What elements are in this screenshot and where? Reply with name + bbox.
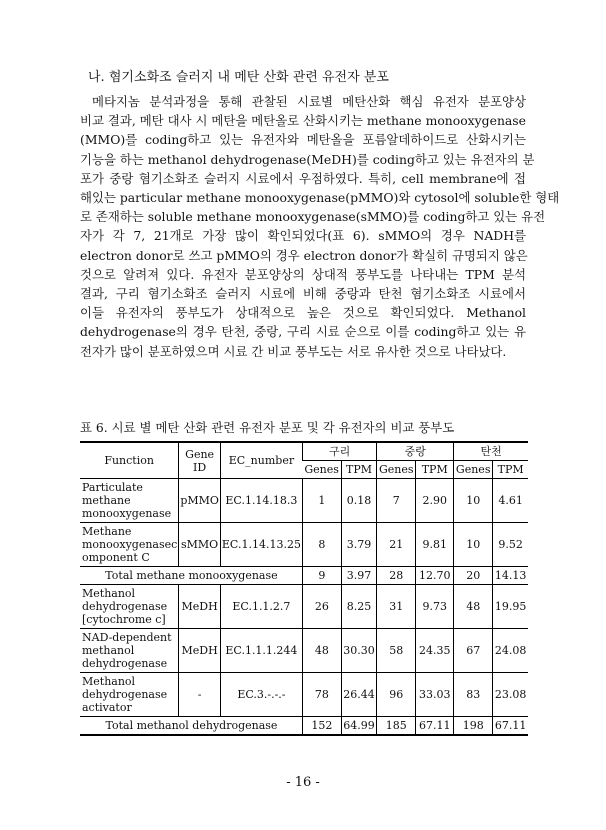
- paragraph-line: 로 존재하는 soluble methane monooxygenase(sMMO)를 coding하고 있는 유전: [80, 209, 546, 225]
- cell-value: 3.97: [341, 567, 376, 585]
- header-row: [80, 442, 528, 461]
- cell-value: 96: [377, 673, 416, 717]
- paragraph-line: 전자가 많이 분포하였으며 시료 간 비교 풍부도는 서로 유사한 것으로 나타났다.: [80, 343, 507, 359]
- cell-total-label: Total methanol dehydrogenase: [80, 717, 302, 736]
- table-row: [80, 585, 528, 629]
- cell-value: 48: [454, 585, 493, 629]
- cell-value: 19.95: [493, 585, 528, 629]
- cell-value: 7: [377, 479, 416, 523]
- cell-value: 64.99: [341, 717, 376, 736]
- cell-function: Particulate methane monooxygenase: [80, 479, 179, 523]
- paragraph-line: 메타지놈 분석과정을 통해 관찰된 시료별 메탄산화 핵심 유전자 분포양상: [92, 94, 526, 109]
- gene-distribution-table: [80, 441, 528, 736]
- table-caption: 표 6. 시료 별 메탄 산화 관련 유전자 분포 및 각 유전자의 비교 풍부도: [80, 420, 455, 435]
- cell-gene-id: MeDH: [179, 629, 221, 673]
- cell-value: 2.90: [416, 479, 454, 523]
- page-number: - 16 -: [286, 775, 320, 790]
- cell-value: 33.03: [416, 673, 454, 717]
- cell-value: 9: [302, 567, 341, 585]
- cell-value: 30.30: [341, 629, 376, 673]
- header-tpm: TPM: [493, 461, 528, 479]
- cell-value: 8.25: [341, 585, 376, 629]
- cell-ec: EC.3.-.-.-: [220, 673, 302, 717]
- cell-gene-id: pMMO: [179, 479, 221, 523]
- header-ec-number: EC_number: [220, 442, 302, 479]
- cell-value: 48: [302, 629, 341, 673]
- cell-gene-id: -: [179, 673, 221, 717]
- paragraph-line: (MMO)를 coding하고 있는 유전자와 메탄올을 포름알데하이드로 산화시키는: [80, 132, 526, 148]
- cell-gene-id: MeDH: [179, 585, 221, 629]
- cell-total-label: Total methane monooxygenase: [80, 567, 302, 585]
- cell-ec: EC.1.14.18.3: [220, 479, 302, 523]
- header-site-tancheon: 탄천: [454, 442, 528, 461]
- cell-value: 23.08: [493, 673, 528, 717]
- cell-value: 8: [302, 523, 341, 567]
- paragraph-line: 이들 유전자의 풍부도가 상대적으로 높은 것으로 확인되었다. Methanol: [80, 305, 526, 321]
- section-heading: 나. 혐기소화조 슬러지 내 메탄 산화 관련 유전자 분포: [88, 70, 389, 85]
- header-function: Function: [80, 442, 179, 479]
- cell-value: 198: [454, 717, 493, 736]
- paragraph-line: 기능을 하는 methanol dehydrogenase(MeDH)를 coding하고 있는 유전자의 분: [80, 151, 535, 167]
- header-gene-id: Gene ID: [179, 442, 221, 479]
- cell-value: 185: [377, 717, 416, 736]
- cell-value: 67: [454, 629, 493, 673]
- cell-ec: EC.1.1.2.7: [220, 585, 302, 629]
- cell-value: 152: [302, 717, 341, 736]
- header-site-guri: 구리: [302, 442, 376, 461]
- cell-function: NAD-dependent methanol dehydrogenase: [80, 629, 179, 673]
- paragraph-line: 비교 결과, 메탄 대사 시 메탄을 메탄올로 산화시키는 methane monooxygenase: [80, 113, 526, 129]
- cell-value: 9.52: [493, 523, 528, 567]
- header-genes: Genes: [454, 461, 493, 479]
- paragraph-line: dehydrogenase의 경우 탄천, 중랑, 구리 시료 순으로 이를 coding하고 있는 유: [80, 324, 526, 340]
- total-row: [80, 717, 528, 736]
- paragraph-line: 결과, 구리 혐기소화조 슬러지 시료에 비해 중랑과 탄천 혐기소화조 시료에서: [80, 286, 526, 302]
- cell-function: Methanol dehydrogenase activator: [80, 673, 179, 717]
- cell-value: 21: [377, 523, 416, 567]
- header-tpm: TPM: [416, 461, 454, 479]
- table-row: [80, 479, 528, 523]
- cell-value: 9.73: [416, 585, 454, 629]
- paragraph-line: 해있는 particular methane monooxygenase(pMMO)와 cytosol에 soluble한 형태: [80, 190, 560, 206]
- cell-value: 9.81: [416, 523, 454, 567]
- table-row: [80, 523, 528, 567]
- cell-value: 10: [454, 523, 493, 567]
- cell-value: 10: [454, 479, 493, 523]
- cell-gene-id: sMMO: [179, 523, 221, 567]
- cell-ec: EC.1.1.1.244: [220, 629, 302, 673]
- header-site-jungnang: 중랑: [377, 442, 454, 461]
- cell-value: 78: [302, 673, 341, 717]
- cell-function: Methanol dehydrogenase [cytochrome c]: [80, 585, 179, 629]
- table-row: [80, 629, 528, 673]
- cell-value: 24.08: [493, 629, 528, 673]
- cell-value: 24.35: [416, 629, 454, 673]
- cell-value: 58: [377, 629, 416, 673]
- paragraph-line: 것으로 알려져 있다. 유전자 분포양상의 상대적 풍부도를 나타내는 TPM 분석: [80, 266, 526, 282]
- cell-value: 1: [302, 479, 341, 523]
- cell-value: 67.11: [493, 717, 528, 736]
- cell-value: 14.13: [493, 567, 528, 585]
- paragraph-line: 포가 중랑 혐기소화조 슬러지 시료에서 우점하였다. 특히, cell membrane에 접: [80, 170, 526, 186]
- cell-value: 83: [454, 673, 493, 717]
- cell-ec: EC.1.14.13.25: [220, 523, 302, 567]
- cell-value: 12.70: [416, 567, 454, 585]
- cell-value: 67.11: [416, 717, 454, 736]
- total-row: [80, 567, 528, 585]
- header-genes: Genes: [302, 461, 341, 479]
- header-genes: Genes: [377, 461, 416, 479]
- cell-function: Methane monooxygenasec omponent C: [80, 523, 179, 567]
- body-paragraph: [80, 92, 560, 361]
- cell-value: 28: [377, 567, 416, 585]
- cell-value: 31: [377, 585, 416, 629]
- cell-value: 20: [454, 567, 493, 585]
- cell-value: 3.79: [341, 523, 376, 567]
- paragraph-line: 자가 각 7, 21개로 가장 많이 확인되었다(표 6). sMMO의 경우 NADH를: [80, 228, 526, 244]
- cell-value: 4.61: [493, 479, 528, 523]
- header-tpm: TPM: [341, 461, 376, 479]
- cell-value: 0.18: [341, 479, 376, 523]
- paragraph-line: electron donor로 쓰고 pMMO의 경우 electron donor가 확실히 규명되지 않은: [80, 247, 528, 263]
- cell-value: 26: [302, 585, 341, 629]
- cell-value: 26.44: [341, 673, 376, 717]
- table-row: [80, 673, 528, 717]
